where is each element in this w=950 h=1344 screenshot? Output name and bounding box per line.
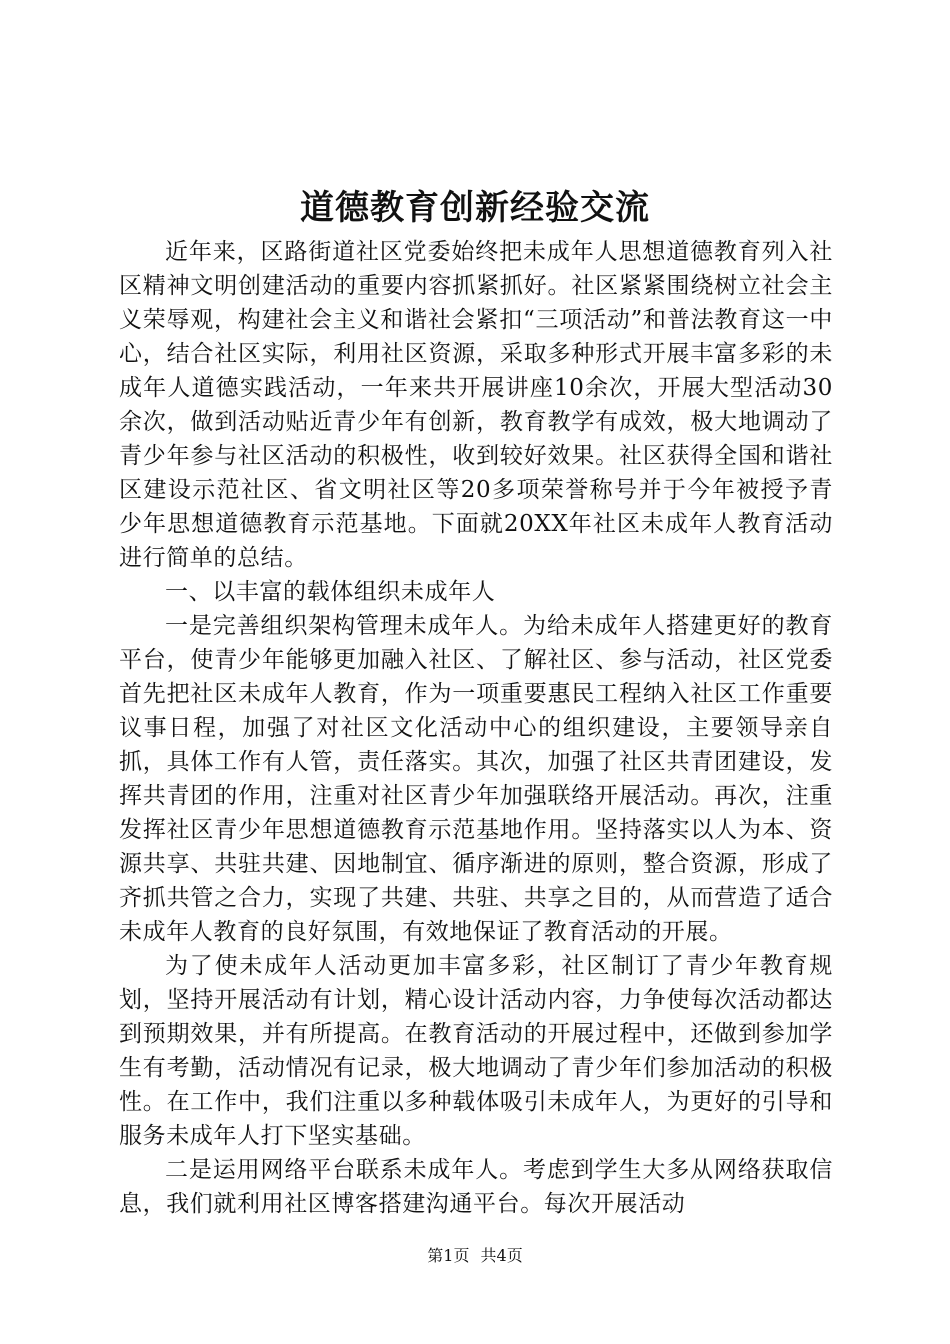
document-title: 道德教育创新经验交流 bbox=[300, 188, 650, 228]
paragraph-activities: 为了使未成年人活动更加丰富多彩，社区制订了青少年教育规划，坚持开展活动有计划，精心设计活动内容，力争使每次活动都达到预期效果，并有所提高。在教育活动的开展过程中，还做到参加学生有考勤，活动情况有记录，极大地调动了青少年们参加活动的积极性。在工作中，我们注重以多种载体吸引未成年人，为更好的引导和服务未成年人打下坚实基础。 bbox=[119, 953, 833, 1149]
paragraph-organization: 一是完善组织架构管理未成年人。为给未成年人搭建更好的教育平台，使青少年能够更加融入社区、了解社区、参与活动，社区党委首先把社区未成年人教育，作为一项重要惠民工程纳入社区工作重要议事日程，加强了对社区文化活动中心的组织建设，主要领导亲自抓，具体工作有人管，责任落实。其次，加强了社区共青团建设，发挥共青团的作用，注重对社区青少年加强联络开展活动。再次，注重发挥社区青少年思想道德教育示范基地作用。坚持落实以人为本、资源共享、共驻共建、因地制宜、循序渐进的原则，整合资源，形成了齐抓共管之合力，实现了共建、共驻、共享之目的，从而营造了适合未成年人教育的良好氛围，有效地保证了教育活动的开展。 bbox=[119, 613, 833, 945]
paragraph-network: 二是运用网络平台联系未成年人。考虑到学生大多从网络获取信息，我们就利用社区博客搭建沟通平台。每次开展活动 bbox=[119, 1157, 833, 1217]
section-heading: 一、以丰富的载体组织未成年人 bbox=[165, 579, 496, 605]
document-body bbox=[119, 235, 833, 1221]
page-footer: 第1页 共4页 bbox=[427, 1246, 523, 1265]
paragraph-intro: 近年来，区路街道社区党委始终把未成年人思想道德教育列入社区精神文明创建活动的重要内容抓紧抓好。社区紧紧围绕树立社会主义荣辱观，构建社会主义和谐社会紧扣“三项活动”和普法教育这一中心，结合社区实际，利用社区资源，采取多种形式开展丰富多彩的未成年人道德实践活动，一年来共开展讲座10余次，开展大型活动30余次，做到活动贴近青少年有创新，教育教学有成效，极大地调动了青少年参与社区活动的积极性，收到较好效果。社区获得全国和谐社区建设示范社区、省文明社区等20多项荣誉称号并于今年被授予青少年思想道德教育示范基地。下面就20XX年社区未成年人教育活动进行简单的总结。 bbox=[119, 239, 833, 571]
